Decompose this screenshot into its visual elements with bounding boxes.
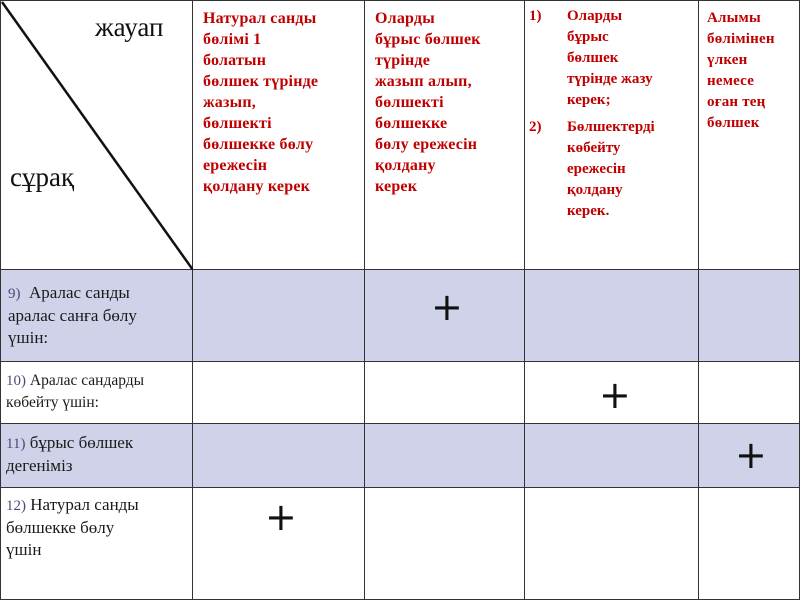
header-line: қолдану <box>567 182 623 198</box>
header-line: түрінде <box>375 52 431 69</box>
row-number: 11) <box>6 436 26 452</box>
row9-col4[interactable] <box>699 270 800 362</box>
header-line: Оларды <box>567 8 623 24</box>
header-col4-text <box>707 8 775 134</box>
row11-col2[interactable] <box>365 424 525 488</box>
header-line: бөлімі 1 <box>203 31 262 48</box>
row10-col1[interactable] <box>193 362 365 424</box>
header-line: Бөлшектерді <box>567 119 655 135</box>
header-col4 <box>699 0 800 270</box>
header-line: немесе <box>707 73 755 89</box>
row10-col4[interactable] <box>699 362 800 424</box>
header-list-item <box>529 6 695 111</box>
header-line: бөлшекке бөлу <box>203 136 314 153</box>
question-line: көбейту үшін: <box>6 394 99 411</box>
header-col3-list <box>529 6 695 222</box>
question-line: Натурал санды <box>30 495 139 514</box>
row11-question-text <box>6 432 133 477</box>
row11-col3[interactable] <box>525 424 699 488</box>
header-line: бөлшекке <box>375 115 448 132</box>
header-line: жазып алып, <box>375 73 472 90</box>
header-line: бөлшек <box>707 115 760 131</box>
header-col1-text <box>203 8 318 197</box>
header-line: керек. <box>567 203 610 219</box>
question-line: Аралас санды <box>29 283 130 302</box>
row11-col1[interactable] <box>193 424 365 488</box>
header-line: бөлшекті <box>375 94 444 111</box>
row9-question-cell <box>0 270 193 362</box>
row11-question-cell <box>0 424 193 488</box>
plus-mark: + <box>265 495 297 539</box>
row10-col2[interactable] <box>365 362 525 424</box>
answer-corner-label: жауап <box>95 12 164 42</box>
question-line: бұрыс бөлшек <box>29 433 134 452</box>
header-line: бөлу ережесін <box>375 136 478 153</box>
row10-question-cell <box>0 362 193 424</box>
row-number: 12) <box>6 498 26 514</box>
row11-col4[interactable] <box>699 424 800 488</box>
header-line: қолдану <box>375 157 436 174</box>
list-number: 1) <box>529 8 542 24</box>
row12-question-cell <box>0 488 193 600</box>
plus-mark: + <box>599 373 631 417</box>
header-list-item <box>529 117 695 222</box>
row9-question-text <box>8 282 137 349</box>
question-line: үшін: <box>8 328 49 347</box>
plus-mark: + <box>735 433 767 477</box>
list-number: 2) <box>529 119 542 135</box>
header-line: үлкен <box>707 52 748 68</box>
row9-col3[interactable] <box>525 270 699 362</box>
header-line: керек; <box>567 92 611 108</box>
header-line: Оларды <box>375 10 435 27</box>
question-line: дегеніміз <box>6 456 73 475</box>
corner-cell <box>0 0 193 270</box>
row10-col3[interactable] <box>525 362 699 424</box>
header-line: Алымы <box>707 10 761 26</box>
header-col2 <box>365 0 525 270</box>
header-line: бөлшекті <box>203 115 272 132</box>
row12-question-text <box>6 494 139 561</box>
question-line: бөлшекке бөлу <box>6 518 115 537</box>
row9-col1[interactable] <box>193 270 365 362</box>
header-line: болатын <box>203 52 267 69</box>
row12-col4[interactable] <box>699 488 800 600</box>
row-number: 9) <box>8 286 21 302</box>
header-line: қолдану керек <box>203 178 311 195</box>
header-line: бөлшек түрінде <box>203 73 319 90</box>
header-line: бұрыс бөлшек <box>375 31 481 48</box>
header-line: Натурал санды <box>203 10 317 27</box>
question-line: Аралас сандарды <box>29 372 145 389</box>
header-line: ережесін <box>567 161 626 177</box>
header-col2-text <box>375 8 481 197</box>
question-line: аралас санға бөлу <box>8 306 137 325</box>
header-line: бөлшек <box>567 50 619 66</box>
header-line: керек <box>375 178 418 195</box>
row12-col2[interactable] <box>365 488 525 600</box>
header-col3 <box>525 0 699 270</box>
row12-col3[interactable] <box>525 488 699 600</box>
row12-col1[interactable] <box>193 488 365 600</box>
question-corner-label: сұрақ <box>10 162 75 192</box>
header-line: көбейту <box>567 140 621 156</box>
header-line: түрінде жазу <box>567 71 653 87</box>
header-line: ережесін <box>203 157 268 174</box>
row10-question-text <box>6 370 144 413</box>
header-line: оған тең <box>707 94 766 110</box>
header-line: бөлімінен <box>707 31 775 47</box>
question-line: үшін <box>6 540 42 559</box>
header-col1 <box>193 0 365 270</box>
header-line: жазып, <box>203 94 256 111</box>
row-number: 10) <box>6 373 26 389</box>
plus-mark: + <box>431 285 463 329</box>
row9-col2[interactable] <box>365 270 525 362</box>
header-line: бұрыс <box>567 29 609 45</box>
